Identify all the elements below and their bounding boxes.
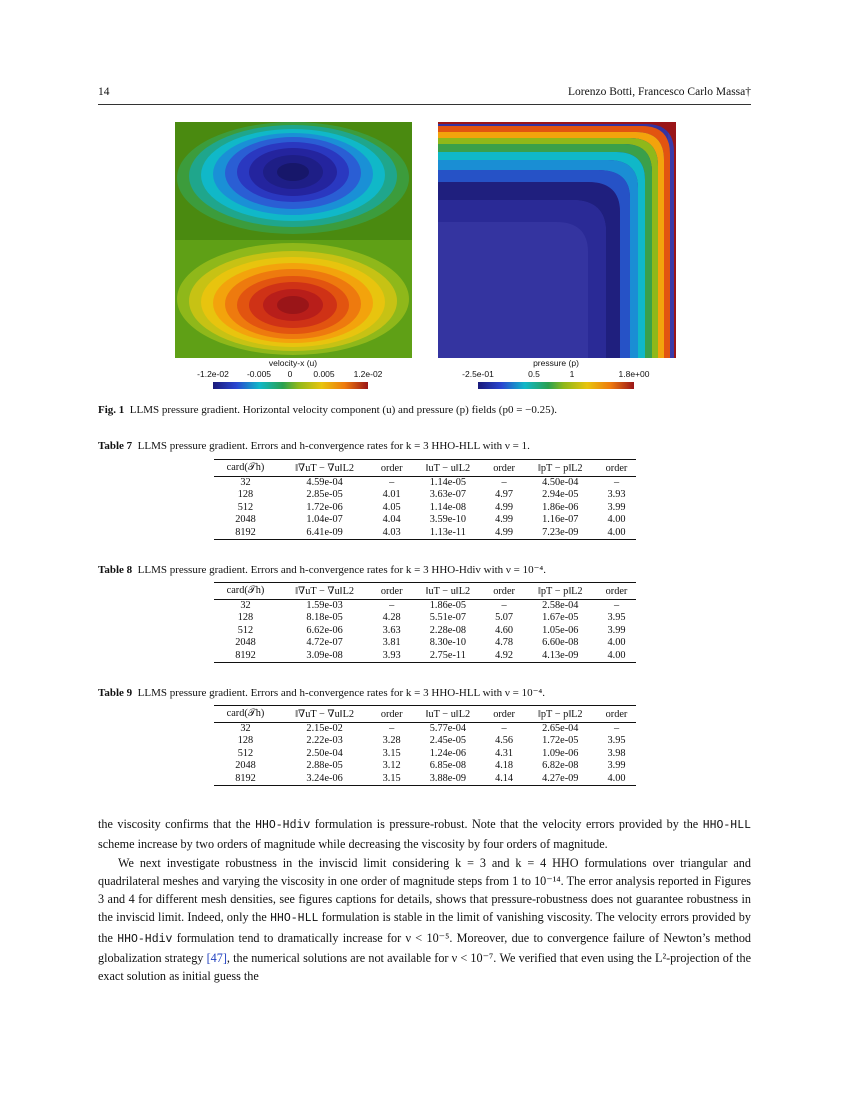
velocity-upper-lobe <box>177 122 409 234</box>
table-label: Table 8 <box>98 564 133 576</box>
table-cell: 2048 <box>235 514 256 526</box>
table-row <box>214 748 636 760</box>
table-cell: 5.77e-04 <box>429 723 467 734</box>
table-cell: 3.09e-08 <box>277 650 372 663</box>
table-cell: 4.03 <box>372 527 411 540</box>
table-cell: 1.16e-07 <box>542 514 579 526</box>
colorbar-tick: 1.2e-02 <box>353 369 383 379</box>
table-cell: 4.99 <box>485 527 524 540</box>
table-cell: 4.97 <box>495 489 514 501</box>
table-cell: 3.99 <box>607 624 626 636</box>
colorbar-tick: 0.5 <box>528 369 540 379</box>
pressure-field-image <box>438 122 676 358</box>
pressure-colorbar <box>436 358 676 392</box>
table-cell: 2048 <box>235 637 256 649</box>
table-cell: 3.15 <box>382 747 401 759</box>
table-row <box>214 637 636 649</box>
table-cell: 4.78 <box>495 637 514 649</box>
table-cell: 1.04e-07 <box>306 514 343 526</box>
table-cell: 8.18e-05 <box>306 612 343 624</box>
table-row <box>214 773 636 786</box>
figure-label: Fig. 1 <box>98 404 125 416</box>
table-cell: 1.13e-11 <box>411 527 484 540</box>
table-row <box>214 735 636 747</box>
table-row <box>214 489 636 501</box>
table-cell: 6.85e-08 <box>429 760 467 772</box>
table-cell: 2.88e-05 <box>306 760 343 772</box>
table-header-row <box>214 583 636 600</box>
table-cell: – <box>501 600 507 611</box>
colorbar-tick: 0 <box>287 369 293 379</box>
table-cell: 6.60e-08 <box>542 637 579 649</box>
column-header: order <box>597 706 636 723</box>
column-header: ‖uT − u‖L2 <box>411 460 484 477</box>
table-cell: 512 <box>237 501 254 513</box>
page-number: 14 <box>98 86 110 98</box>
paragraph: the viscosity confirms that the HHO-Hdiv formulation is pressure-robust. Note that the velocity errors provided by the HHO-HLL scheme increase by two orders of magnitude while decreasing the viscosity by four orders of magnitude. <box>98 817 751 852</box>
table-cell: 2.65e-04 <box>542 723 579 734</box>
table-cell: 2.94e-05 <box>542 489 579 501</box>
column-header: order <box>597 583 636 600</box>
table-row <box>214 514 636 526</box>
table-row <box>214 760 636 772</box>
figure-caption-text: LLMS pressure gradient. Horizontal velocity component (u) and pressure (p) fields (p0 = −0.25). <box>129 404 558 416</box>
table-cell: 2.45e-05 <box>429 735 467 747</box>
table-cell: 1.59e-03 <box>306 600 343 611</box>
table-header-row <box>214 706 636 723</box>
table-cell: 512 <box>237 747 254 759</box>
velocity-lower-lobe <box>177 243 409 355</box>
table-label: Table 9 <box>98 687 133 699</box>
column-header: order <box>485 583 524 600</box>
table-cell: 2.85e-05 <box>306 489 343 501</box>
table-cell: 8192 <box>214 650 277 663</box>
table-7 <box>214 459 636 540</box>
column-header: card(𝒯h) <box>214 706 277 723</box>
table-cell: 2048 <box>235 760 256 772</box>
column-header: order <box>372 583 411 600</box>
table-cell: 4.92 <box>485 650 524 663</box>
table-cell: – <box>501 723 507 734</box>
table-cell: 512 <box>237 624 254 636</box>
table-cell: 4.27e-09 <box>524 773 597 786</box>
table-cell: 8192 <box>214 773 277 786</box>
table-caption <box>98 440 751 452</box>
table-cell: 3.95 <box>607 735 626 747</box>
column-header: card(𝒯h) <box>214 460 277 477</box>
table-cell: 4.00 <box>607 514 626 526</box>
column-header: ‖pT − p‖L2 <box>524 706 597 723</box>
table-cell: 3.98 <box>607 747 626 759</box>
table-cell: – <box>389 477 395 488</box>
table-cell: – <box>613 600 620 611</box>
table-cell: 6.41e-09 <box>277 527 372 540</box>
page-authors: Lorenzo Botti, Francesco Carlo Massa† <box>568 86 751 98</box>
column-header: ‖∇uT − ∇u‖L2 <box>277 706 372 723</box>
table-cell: 6.62e-06 <box>306 624 343 636</box>
table-caption-text: LLMS pressure gradient. Errors and h-convergence rates for k = 3 HHO-Hdiv with ν = 10⁻⁴. <box>137 564 546 576</box>
figure-caption <box>98 404 751 416</box>
table-caption-text: LLMS pressure gradient. Errors and h-convergence rates for k = 3 HHO-HLL with ν = 1. <box>137 440 530 452</box>
table-caption <box>98 686 751 699</box>
colorbar-tick: -1.2e-02 <box>197 369 229 379</box>
table-cell: 1.72e-06 <box>306 501 343 513</box>
table-cell: – <box>613 477 620 488</box>
paragraph: We next investigate robustness in the inviscid limit considering k = 3 and k = 4 HHO formulations over triangular and quadrilateral meshes and varying the viscosity in one order of magnitude steps from 1 to 10⁻¹⁴. The error analysis reported in Figures 3 and 4 for different mesh densities, see figures captions for details, shows that pressure-robustness does not guarantee robustness in the inviscid limit. Indeed, only the HHO-HLL formulation is stable in the limit of vanishing viscosity. The velocity errors provided by the HHO-Hdiv formulation tend to dramatically increase for ν < 10⁻⁵. Moreover, due to convergence failure of Newton’s method globalization strategy [47], the numerical solutions are not available for ν < 10⁻⁷. We verified that even using the L²-projection of the exact solution as initial guess the <box>98 855 752 984</box>
table-cell: 2.15e-02 <box>306 723 343 734</box>
table-cell: 3.95 <box>607 612 626 624</box>
table-cell: 32 <box>240 723 251 734</box>
table-cell: 3.93 <box>607 489 626 501</box>
table-cell: 32 <box>240 477 251 488</box>
table-caption <box>98 563 751 576</box>
table-row <box>214 527 636 540</box>
table-cell: 1.86e-05 <box>429 600 467 611</box>
table-cell: 8192 <box>214 527 277 540</box>
table-row <box>214 600 636 613</box>
column-header: ‖pT − p‖L2 <box>524 460 597 477</box>
table-row <box>214 612 636 624</box>
table-cell: 4.50e-04 <box>542 477 579 488</box>
table-cell: 3.24e-06 <box>277 773 372 786</box>
table-cell: 3.88e-09 <box>411 773 484 786</box>
table-cell: 1.14e-05 <box>429 477 467 488</box>
column-header: ‖uT − u‖L2 <box>411 706 484 723</box>
table-cell: – <box>389 723 395 734</box>
table-cell: 2.28e-08 <box>429 624 467 636</box>
table-cell: 1.05e-06 <box>542 624 579 636</box>
colorbar-gradient <box>213 382 368 389</box>
table-cell: 1.14e-08 <box>429 501 467 513</box>
body-text <box>98 815 751 986</box>
table-cell: 4.72e-07 <box>306 637 343 649</box>
column-header: ‖∇uT − ∇u‖L2 <box>277 460 372 477</box>
table-header-row <box>214 460 636 477</box>
table-cell: 4.05 <box>382 501 401 513</box>
velocity-field-image <box>175 122 412 358</box>
velocity-colorbar <box>173 358 413 392</box>
table-row <box>214 477 636 490</box>
column-header: ‖uT − u‖L2 <box>411 583 484 600</box>
table-cell: 1.67e-05 <box>542 612 579 624</box>
table-cell: 4.00 <box>597 773 636 786</box>
table-cell: 2.58e-04 <box>542 600 579 611</box>
colorbar-tick: 1.8e+00 <box>618 369 650 379</box>
table-cell: 4.14 <box>485 773 524 786</box>
table-cell: 1.86e-06 <box>542 501 579 513</box>
table-cell: 4.01 <box>382 489 401 501</box>
table-cell: 8.30e-10 <box>429 637 467 649</box>
table-cell: 128 <box>237 612 254 624</box>
colorbar-tick: 1 <box>569 369 575 379</box>
table-cell: 4.99 <box>495 514 514 526</box>
table-8 <box>214 582 636 663</box>
table-cell: 3.81 <box>382 637 401 649</box>
table-cell: 3.59e-10 <box>429 514 467 526</box>
table-cell: 3.93 <box>372 650 411 663</box>
table-cell: 5.07 <box>495 612 514 624</box>
pressure-plot <box>438 122 676 392</box>
table-cell: 6.82e-08 <box>542 760 579 772</box>
table-cell: 4.00 <box>597 650 636 663</box>
table-row <box>214 723 636 736</box>
column-header: order <box>372 706 411 723</box>
table-cell: – <box>389 600 395 611</box>
table-cell: 3.63e-07 <box>429 489 467 501</box>
table-cell: 3.99 <box>607 760 626 772</box>
column-header: order <box>597 460 636 477</box>
table-row <box>214 625 636 637</box>
table-cell: 1.72e-05 <box>542 735 579 747</box>
table-cell: 3.28 <box>382 735 401 747</box>
column-header: order <box>485 460 524 477</box>
table-cell: 32 <box>240 600 251 611</box>
colorbar-tick: -0.005 <box>246 369 272 379</box>
table-cell: 4.56 <box>495 735 514 747</box>
table-cell: 128 <box>237 489 254 501</box>
colorbar-tick: 0.005 <box>313 369 335 379</box>
table-row <box>214 650 636 663</box>
column-header: card(𝒯h) <box>214 583 277 600</box>
colorbar-title: velocity-x (u) <box>268 358 318 368</box>
table-cell: 4.28 <box>382 612 401 624</box>
column-header: order <box>485 706 524 723</box>
table-label: Table 7 <box>98 440 133 452</box>
page-header <box>98 86 751 102</box>
table-cell: 2.22e-03 <box>306 735 343 747</box>
column-header: ‖∇uT − ∇u‖L2 <box>277 583 372 600</box>
table-cell: 3.12 <box>382 760 401 772</box>
table-cell: 5.51e-07 <box>429 612 467 624</box>
table-cell: 4.59e-04 <box>306 477 343 488</box>
table-9 <box>214 705 636 786</box>
table-cell: 2.75e-11 <box>411 650 484 663</box>
velocity-plot <box>175 122 413 392</box>
column-header: ‖pT − p‖L2 <box>524 583 597 600</box>
table-cell: 4.13e-09 <box>524 650 597 663</box>
table-cell: 4.04 <box>382 514 401 526</box>
column-header: order <box>372 460 411 477</box>
table-row <box>214 502 636 514</box>
citation-link[interactable]: [47] <box>206 951 227 966</box>
table-cell: 4.00 <box>597 527 636 540</box>
table-cell: 7.23e-09 <box>524 527 597 540</box>
table-cell: 4.60 <box>495 624 514 636</box>
table-cell: 4.00 <box>607 637 626 649</box>
colorbar-title: pressure (p) <box>533 358 579 368</box>
table-cell: – <box>613 723 620 734</box>
table-cell: 2.50e-04 <box>306 747 343 759</box>
table-cell: 3.15 <box>372 773 411 786</box>
table-cell: – <box>501 477 507 488</box>
table-cell: 1.09e-06 <box>542 747 579 759</box>
colorbar-gradient <box>478 382 634 389</box>
table-cell: 4.99 <box>495 501 514 513</box>
table-cell: 3.99 <box>607 501 626 513</box>
table-cell: 3.63 <box>382 624 401 636</box>
table-cell: 4.18 <box>495 760 514 772</box>
table-cell: 1.24e-06 <box>429 747 467 759</box>
table-cell: 4.31 <box>495 747 514 759</box>
table-caption-text: LLMS pressure gradient. Errors and h-convergence rates for k = 3 HHO-HLL with ν = 10⁻⁴. <box>137 687 545 699</box>
table-cell: 128 <box>237 735 254 747</box>
header-rule <box>98 104 751 105</box>
colorbar-tick: -2.5e-01 <box>462 369 494 379</box>
